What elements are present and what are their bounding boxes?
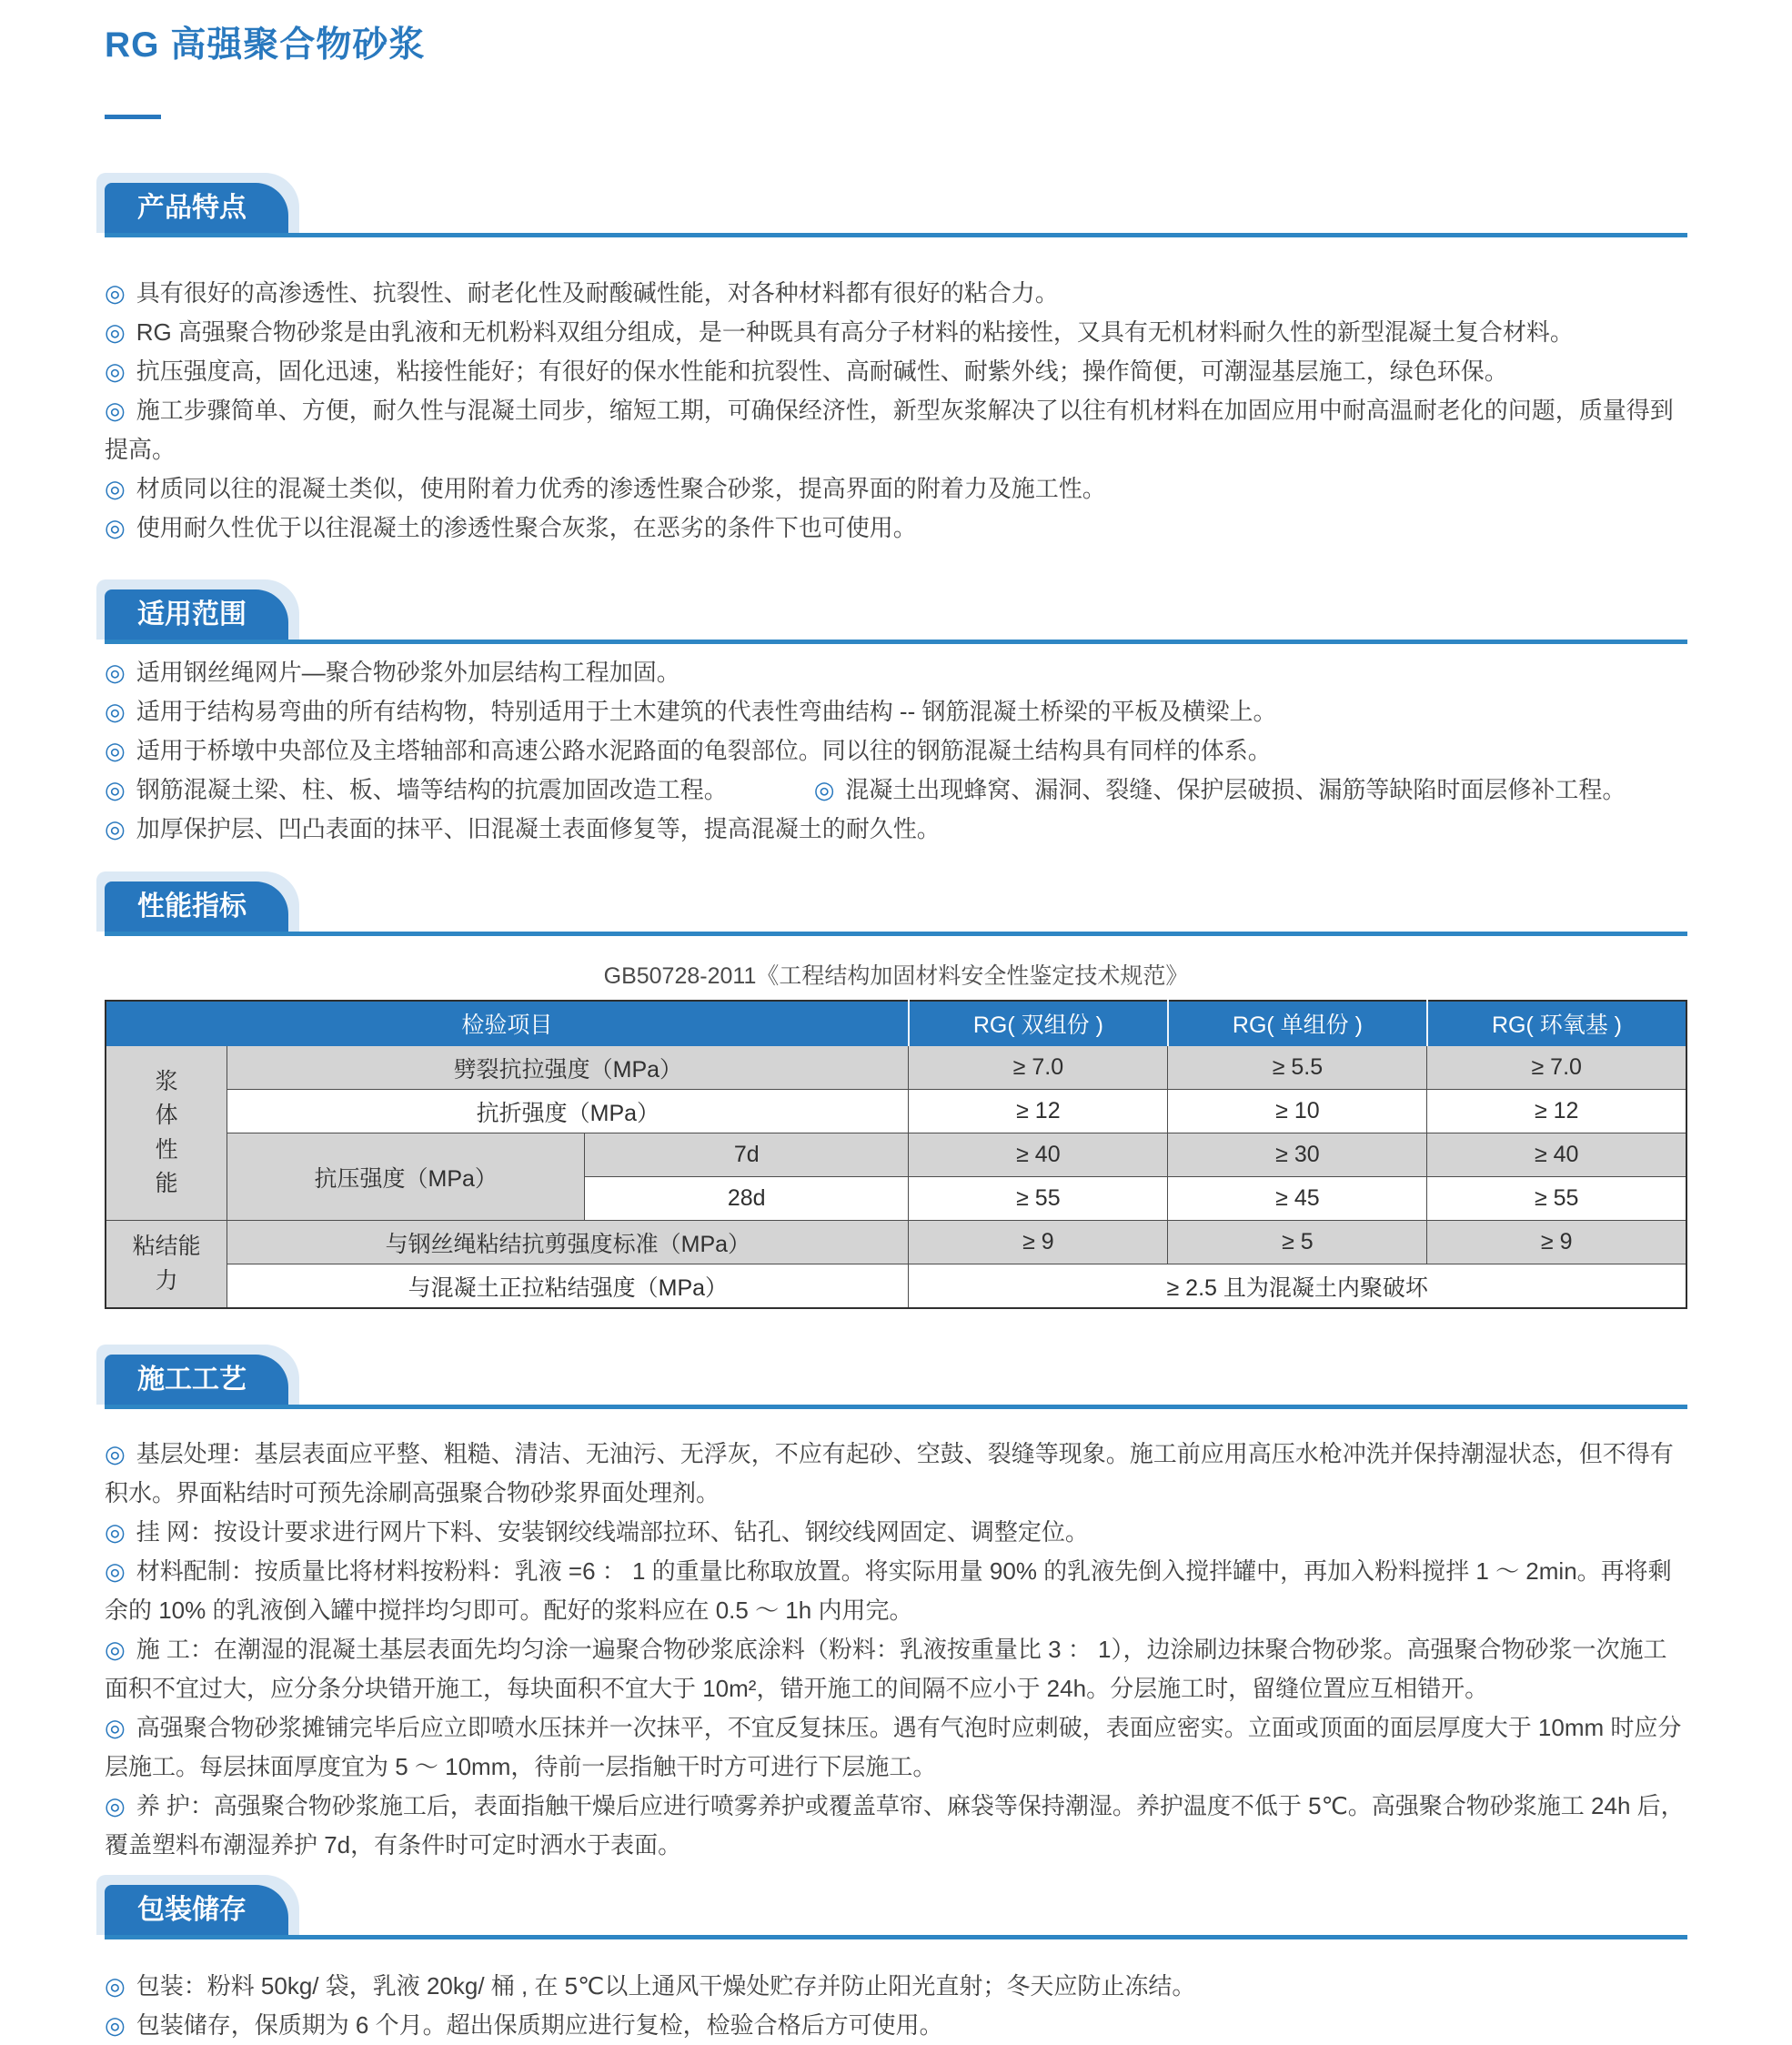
row-sub-label: 7d — [585, 1133, 909, 1177]
column-header: RG( 双组份 ) — [909, 1001, 1168, 1046]
cell-value: ≥ 9 — [1427, 1221, 1686, 1264]
table-row — [106, 1221, 1686, 1264]
list-item-text: 混凝土出现蜂窝、漏洞、裂缝、保护层破损、漏筋等缺陷时面层修补工程。 — [845, 776, 1626, 803]
table-row — [106, 1264, 1686, 1309]
bullet-icon: ◎ — [813, 776, 835, 803]
cell-value-span: ≥ 2.5 且为混凝土内聚破坏 — [909, 1264, 1686, 1309]
bullet-icon: ◎ — [105, 358, 126, 385]
list-item — [105, 1967, 1687, 2006]
list-item — [105, 469, 1687, 509]
table-caption: GB50728-2011《工程结构加固材料安全性鉴定技术规范》 — [603, 963, 1189, 989]
list-item-text: 具有很好的高渗透性、抗裂性、耐老化性及耐酸碱性能，对各种材料都有很好的粘合力。 — [136, 279, 1059, 307]
list-item-text: 适用于结构易弯曲的所有结构物，特别适用于土木建筑的代表性弯曲结构 -- 钢筋混凝土桥梁的平板及横梁上。 — [136, 698, 1277, 725]
list-item-text: 包装：粉料 50kg/ 袋，乳液 20kg/ 桶 , 在 5℃以上通风干燥处贮存并防止阳光直射；冬天应防止冻结。 — [136, 1972, 1196, 2000]
list-item — [105, 1708, 1687, 1787]
bullet-icon: ◎ — [105, 318, 126, 346]
table-row — [106, 1133, 1686, 1177]
section-heading-scope: 适用范围 — [137, 599, 247, 630]
list-item-text: 包装储存，保质期为 6 个月。超出保质期应进行复检，检验合格后方可使用。 — [136, 2011, 943, 2039]
list-item-text: 施工步骤简单、方便，耐久性与混凝土同步，缩短工期，可确保经济性，新型灰浆解决了以往有机材料在加固应用中耐高温耐老化的问题，质量得到提高。 — [105, 397, 1674, 463]
section-header-performance — [105, 881, 1687, 936]
section-header-scope — [105, 589, 1687, 644]
list-item — [105, 509, 1687, 548]
cell-value: ≥ 5 — [1168, 1221, 1427, 1264]
section-heading-packaging: 包装储存 — [137, 1895, 247, 1925]
list-item-text: RG 高强聚合物砂浆是由乳液和无机粉料双组分组成，是一种既具有高分子材料的粘接性，又具有无机材料耐久性的新型混凝土复合材料。 — [136, 318, 1574, 346]
bullet-icon: ◎ — [105, 1557, 126, 1585]
cell-value: ≥ 7.0 — [909, 1046, 1168, 1090]
bullet-icon: ◎ — [105, 659, 126, 686]
row-item-label: 与钢丝绳粘结抗剪强度标准（MPa） — [227, 1221, 909, 1264]
row-item-label: 劈裂抗拉强度（MPa） — [227, 1046, 909, 1090]
bullet-icon: ◎ — [105, 698, 126, 725]
list-item — [105, 274, 1687, 313]
list-item-text: 材质同以往的混凝土类似，使用附着力优秀的渗透性聚合砂浆，提高界面的附着力及施工性。 — [136, 475, 1106, 502]
list-item-text: 适用钢丝绳网片—聚合物砂浆外加层结构工程加固。 — [136, 659, 680, 686]
list-item-text: 材料配制：按质量比将材料按粉料：乳液 =6 ： 1 的重量比称取放置。将实际用量 90% 的乳液先倒入搅拌罐中，再加入粉料搅拌 1 ～ 2min。再将剩余的 10% 的乳液倒入罐中搅拌均匀即可。配好的浆料应在 0.5 ～ 1h 内用完。 — [105, 1557, 1672, 1624]
column-header: RG( 环氧基 ) — [1427, 1001, 1686, 1046]
table-header-row — [106, 1001, 1686, 1046]
list-item — [105, 692, 1687, 731]
list-item — [105, 1513, 1687, 1552]
scope-list — [105, 653, 1687, 849]
list-item-dual — [105, 771, 1687, 810]
cell-value: ≥ 55 — [909, 1177, 1168, 1221]
bullet-icon: ◎ — [105, 514, 126, 541]
column-header: 检验项目 — [106, 1001, 909, 1046]
list-item-text: 抗压强度高，固化迅速，粘接性能好；有很好的保水性能和抗裂性、高耐碱性、耐紫外线；操作简便，可潮湿基层施工，绿色环保。 — [136, 358, 1508, 385]
column-header: RG( 单组份 ) — [1168, 1001, 1427, 1046]
cell-value: ≥ 5.5 — [1168, 1046, 1427, 1090]
section-heading-process: 施工工艺 — [137, 1365, 247, 1395]
list-item — [105, 1552, 1687, 1630]
section-ribbon — [105, 183, 288, 233]
packaging-list — [105, 1967, 1687, 2045]
list-item-text: 高强聚合物砂浆摊铺完毕后应立即喷水压抹并一次抹平，不宜反复抹压。遇有气泡时应刺破，表面应密实。立面或顶面的面层厚度大于 10mm 时应分层施工。每层抹面厚度宜为 5 ～ 10mm，待前一层指触干时方可进行下层施工。 — [105, 1714, 1682, 1780]
section-header-features — [105, 183, 1687, 237]
section-ribbon — [105, 1355, 288, 1405]
row-item-label: 抗折强度（MPa） — [227, 1090, 909, 1133]
cell-value: ≥ 10 — [1168, 1090, 1427, 1133]
list-item — [105, 1787, 1687, 1865]
bullet-icon: ◎ — [105, 2011, 126, 2039]
cell-value: ≥ 12 — [909, 1090, 1168, 1133]
performance-table — [105, 1000, 1687, 1309]
list-item — [105, 731, 1687, 771]
cell-value: ≥ 9 — [909, 1221, 1168, 1264]
row-item-label: 与混凝土正拉粘结强度（MPa） — [227, 1264, 909, 1309]
bullet-icon: ◎ — [105, 279, 126, 307]
cell-value: ≥ 40 — [1427, 1133, 1686, 1177]
list-item-text: 适用于桥墩中央部位及主塔轴部和高速公路水泥路面的龟裂部位。同以往的钢筋混凝土结构具有同样的体系。 — [136, 737, 1272, 764]
cell-value: ≥ 55 — [1427, 1177, 1686, 1221]
bullet-icon: ◎ — [105, 1792, 126, 1819]
row-sub-label: 28d — [585, 1177, 909, 1221]
list-item — [105, 313, 1687, 352]
section-ribbon — [105, 1885, 288, 1935]
list-item — [105, 2006, 1687, 2045]
title-underline — [105, 115, 161, 119]
cell-value: ≥ 12 — [1427, 1090, 1686, 1133]
bullet-icon: ◎ — [105, 1972, 126, 2000]
section-ribbon — [105, 589, 288, 640]
list-item-text: 挂 网：按设计要求进行网片下料、安装钢绞线端部拉环、钻孔、钢绞线网固定、调整定位。 — [136, 1518, 1089, 1546]
list-item-text: 加厚保护层、凹凸表面的抹平、旧混凝土表面修复等，提高混凝土的耐久性。 — [136, 815, 941, 842]
section-header-process — [105, 1355, 1687, 1409]
row-group-label: 粘结能力 — [106, 1221, 227, 1309]
section-heading-performance: 性能指标 — [137, 892, 247, 922]
row-group-label: 浆体性能 — [106, 1046, 227, 1221]
bullet-icon: ◎ — [105, 1636, 126, 1663]
cell-value: ≥ 40 — [909, 1133, 1168, 1177]
bullet-icon: ◎ — [105, 475, 126, 502]
list-item-text: 基层处理：基层表面应平整、粗糙、清洁、无油污、无浮灰，不应有起砂、空鼓、裂缝等现象。施工前应用高压水枪冲洗并保持潮湿状态，但不得有积水。界面粘结时可预先涂刷高强聚合物砂浆界面处理剂。 — [105, 1440, 1674, 1506]
page-title: RG 高强聚合物砂浆 — [105, 25, 426, 65]
list-item — [105, 1630, 1687, 1708]
list-item — [105, 653, 1687, 692]
bullet-icon: ◎ — [105, 1714, 126, 1741]
bullet-icon: ◎ — [105, 737, 126, 764]
table-row — [106, 1046, 1686, 1090]
bullet-icon: ◎ — [105, 1518, 126, 1546]
cell-value: ≥ 45 — [1168, 1177, 1427, 1221]
list-item-text: 使用耐久性优于以往混凝土的渗透性聚合灰浆，在恶劣的条件下也可使用。 — [136, 514, 917, 541]
row-item-label: 抗压强度（MPa） — [227, 1133, 585, 1221]
list-item-text: 施 工：在潮湿的混凝土基层表面先均匀涂一遍聚合物砂浆底涂料（粉料：乳液按重量比 3 ： 1），边涂刷边抹聚合物砂浆。高强聚合物砂浆一次施工面积不宜过大，应分条分块错开施工，每块面积不宜大于 10m²，错开施工的间隔不应小于 24h。分层施工时，留缝位置应互相错开。 — [105, 1636, 1667, 1702]
section-ribbon — [105, 881, 288, 932]
section-heading-features: 产品特点 — [137, 193, 247, 223]
list-item — [105, 810, 1687, 849]
list-item — [105, 352, 1687, 391]
bullet-icon: ◎ — [105, 815, 126, 842]
bullet-icon: ◎ — [105, 776, 126, 803]
features-list — [105, 274, 1687, 548]
list-item-text: 钢筋混凝土梁、柱、板、墙等结构的抗震加固改造工程。 — [136, 776, 728, 803]
bullet-icon: ◎ — [105, 1440, 126, 1467]
list-item — [105, 391, 1687, 469]
list-item — [105, 1435, 1687, 1513]
process-list — [105, 1435, 1687, 1865]
table-row — [106, 1090, 1686, 1133]
cell-value: ≥ 7.0 — [1427, 1046, 1686, 1090]
cell-value: ≥ 30 — [1168, 1133, 1427, 1177]
list-item-text: 养 护：高强聚合物砂浆施工后，表面指触干燥后应进行喷雾养护或覆盖草帘、麻袋等保持潮湿。养护温度不低于 5℃。高强聚合物砂浆施工 24h 后，覆盖塑料布潮湿养护 7d，有条件时可定时洒水于表面。 — [105, 1792, 1685, 1859]
section-header-packaging — [105, 1885, 1687, 1939]
bullet-icon: ◎ — [105, 397, 126, 424]
